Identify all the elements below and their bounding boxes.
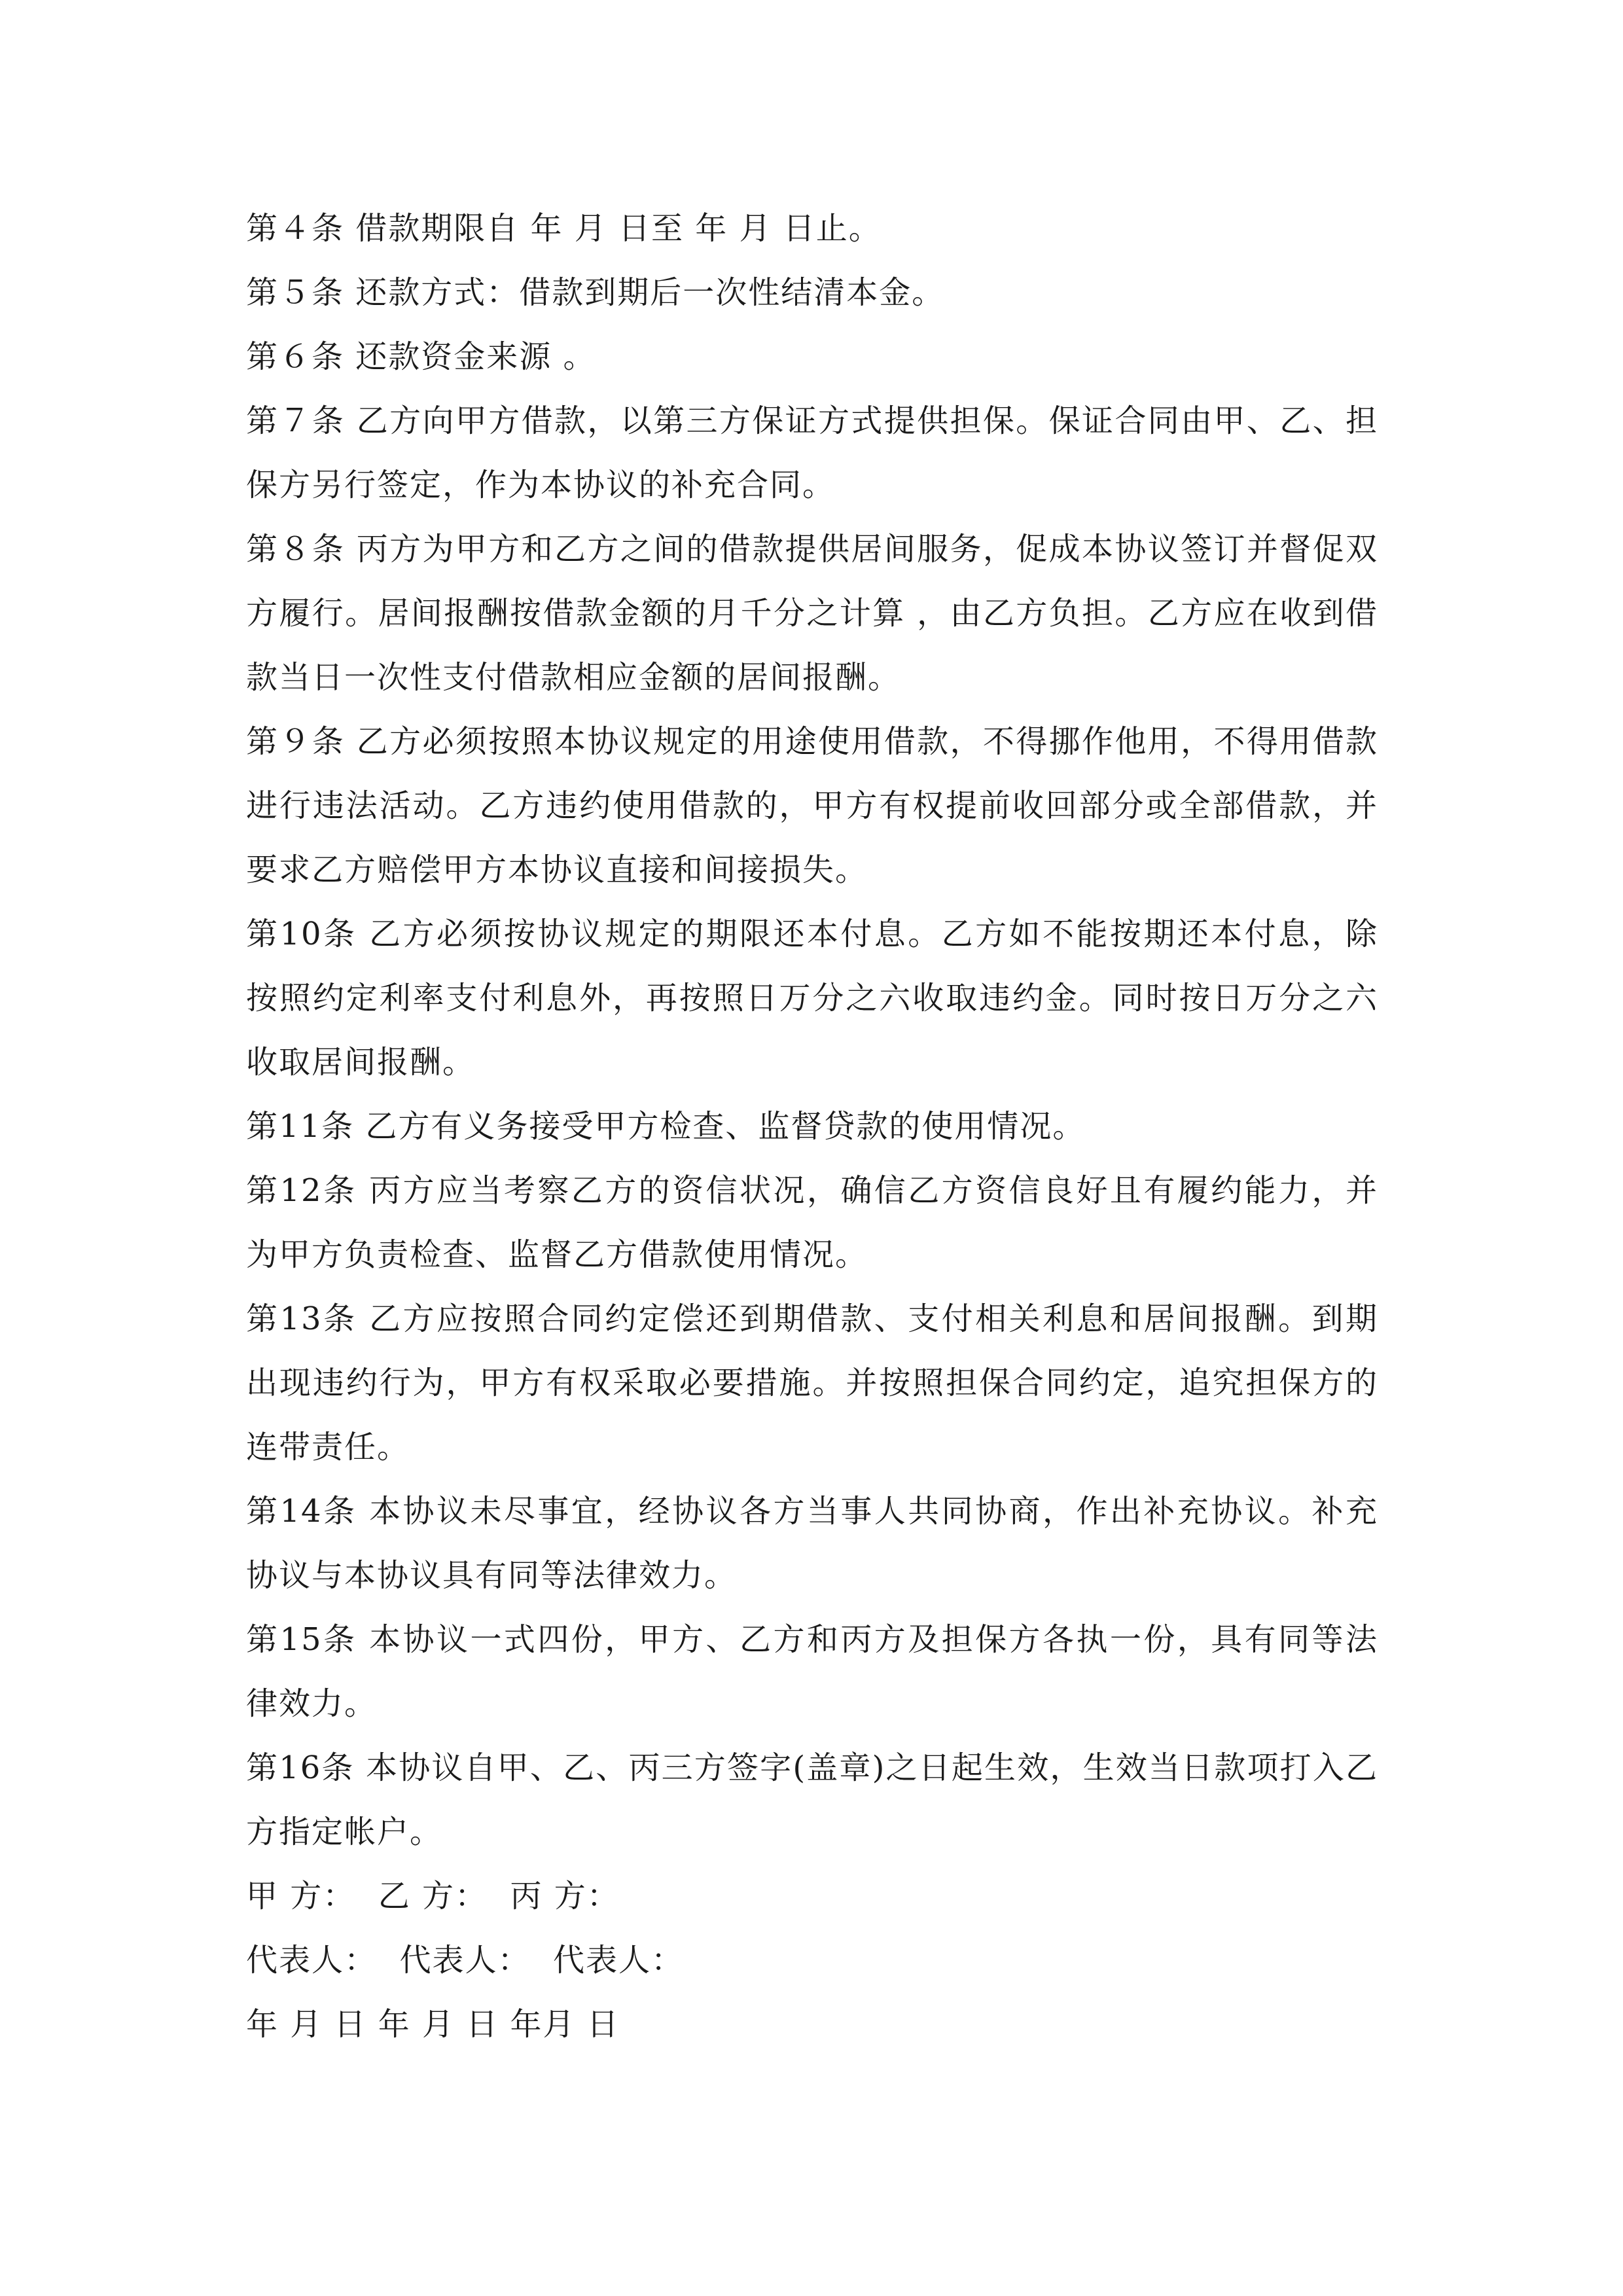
article-7: 第７条 乙方向甲方借款，以第三方保证方式提供担保。保证合同由甲、乙、担保方另行签定，作为本协议的补充合同。 xyxy=(246,403,1378,503)
article-4: 第４条 借款期限自 年 月 日至 年 月 日止。 xyxy=(246,210,882,247)
signature-representatives-line: 代表人： 代表人： 代表人： xyxy=(246,1942,685,1979)
document-body xyxy=(246,196,1378,2056)
article-6: 第６条 还款资金来源 。 xyxy=(246,338,596,375)
article-13: 第13条 乙方应按照合同约定偿还到期借款、支付相关利息和居间报酬。到期出现违约行为，甲方有权采取必要措施。并按照担保合同约定，追究担保方的连带责任。 xyxy=(246,1300,1378,1465)
article-14: 第14条 本协议未尽事宜，经协议各方当事人共同协商，作出补充协议。补充协议与本协议具有同等法律效力。 xyxy=(246,1493,1378,1594)
signature-dates-line: 年 月 日 年 月 日 年月 日 xyxy=(246,2006,620,2043)
article-8: 第８条 丙方为甲方和乙方之间的借款提供居间服务，促成本协议签订并督促双方履行。居间报酬按借款金额的月千分之计算 ，由乙方负担。乙方应在收到借款当日一次性支付借款相应金额的居间报酬。 xyxy=(246,531,1378,696)
article-10: 第10条 乙方必须按协议规定的期限还本付息。乙方如不能按期还本付息，除按照约定利率支付利息外，再按照日万分之六收取违约金。同时按日万分之六收取居间报酬。 xyxy=(246,916,1378,1081)
article-9: 第９条 乙方必须按照本协议规定的用途使用借款，不得挪作他用，不得用借款进行违法活动。乙方违约使用借款的，甲方有权提前收回部分或全部借款，并要求乙方赔偿甲方本协议直接和间接损失。 xyxy=(246,723,1378,888)
signature-parties-line: 甲 方： 乙 方： 丙 方： xyxy=(246,1878,620,1914)
article-16: 第16条 本协议自甲、乙、丙三方签字(盖章)之日起生效，生效当日款项打入乙方指定帐户。 xyxy=(246,1749,1378,1850)
article-12: 第12条 丙方应当考察乙方的资信状况，确信乙方资信良好且有履约能力，并为甲方负责检查、监督乙方借款使用情况。 xyxy=(246,1172,1378,1273)
article-11: 第11条 乙方有义务接受甲方检查、监督贷款的使用情况。 xyxy=(246,1108,1086,1145)
article-15: 第15条 本协议一式四份，甲方、乙方和丙方及担保方各执一份，具有同等法律效力。 xyxy=(246,1621,1378,1722)
article-5: 第５条 还款方式：借款到期后一次性结清本金。 xyxy=(246,274,945,311)
